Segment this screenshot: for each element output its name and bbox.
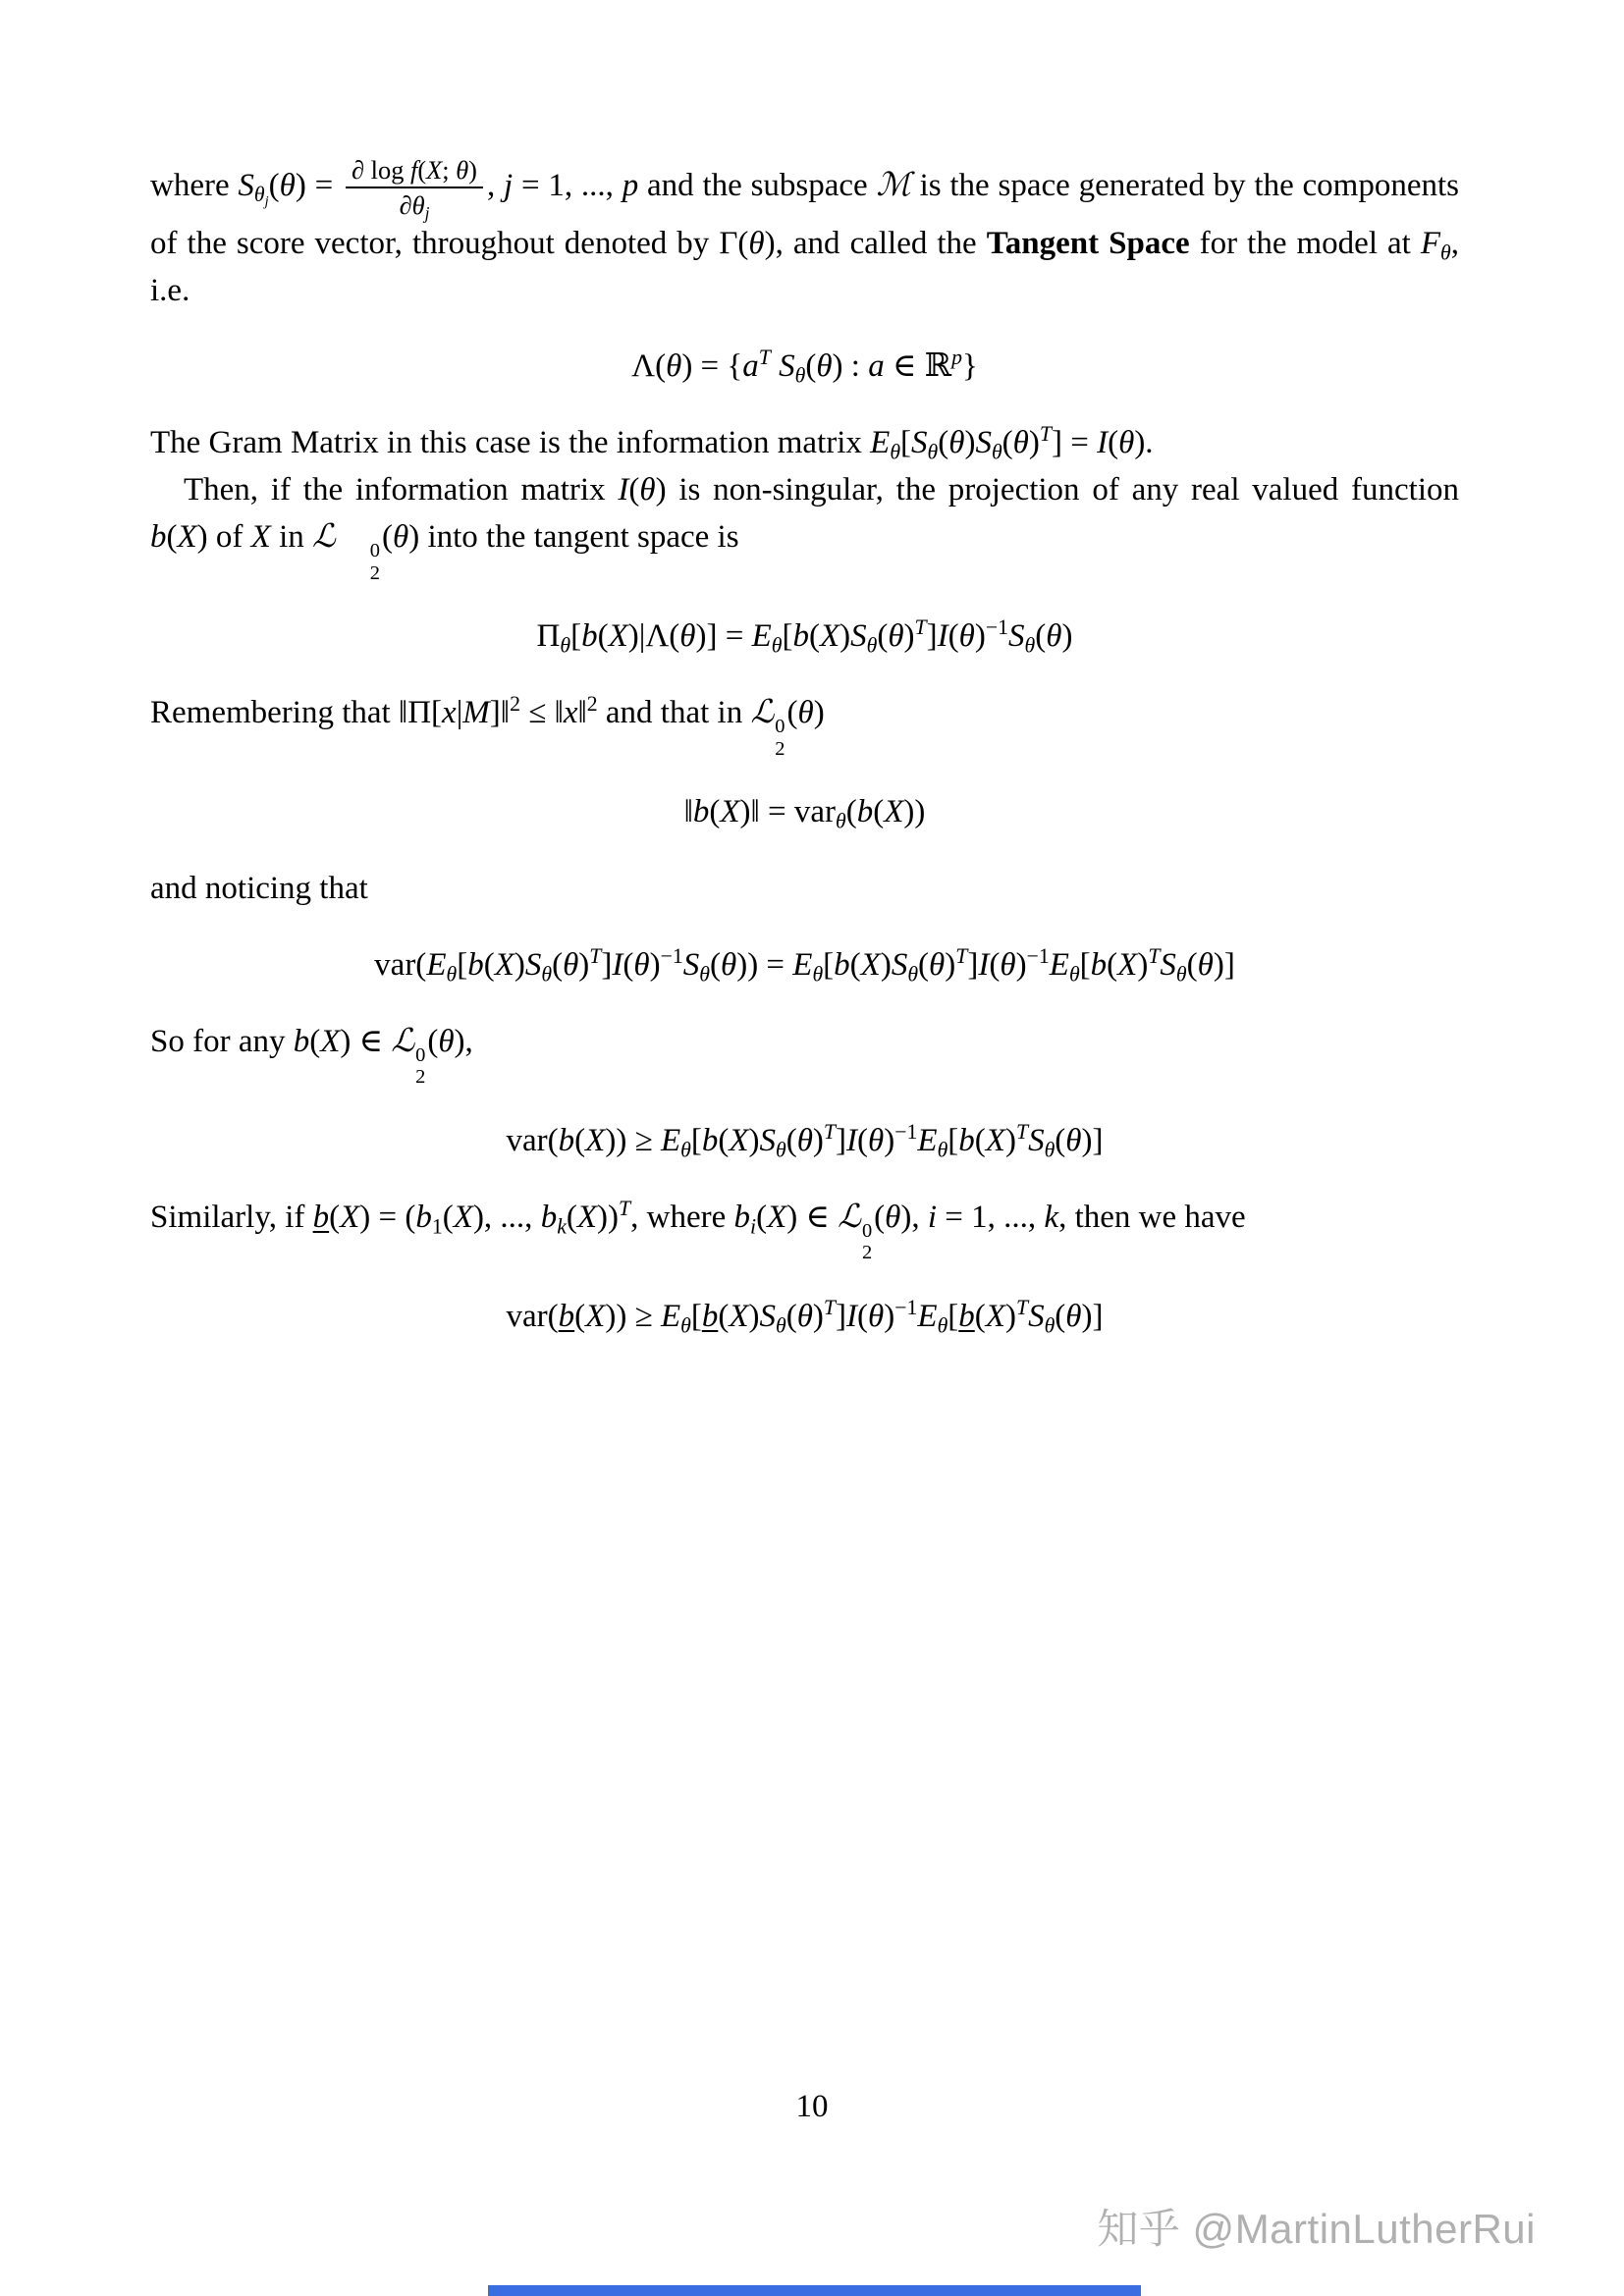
paragraph-so-for-any: So for any b(X) ∈ ℒ 0 2 (θ), bbox=[150, 1023, 473, 1089]
paragraph-remembering: Remembering that ‖Π[x|M]‖$^2$ ≤ ‖x‖$^2$ and that in ℒ 0 2 (θ) bbox=[150, 692, 825, 760]
paragraph-noticing: and noticing that bbox=[150, 871, 368, 906]
paragraph-projection-intro: Then, if the information matrix I(θ) is non-singular, the projection of any real valued function b(X) of X in ℒ 0 2 (θ) into the tangent space is bbox=[150, 472, 1459, 584]
page-number: 10 bbox=[795, 2089, 829, 2124]
equation-projection: $\Pi_\theta[b(X)|\Lambda(\theta)] = E_\theta[b(X)S_\theta(\theta)^T]I(\theta)^{-1}S_\theta(\theta)$ bbox=[536, 615, 1073, 658]
equation-variance-identity: $var(E_\theta[b(X)S_\theta(\theta)^T]I(\theta)^{-1}S_\theta(\theta)) = E_\theta[b(X)S_\theta(\theta)^T]I(\theta)^{-1}E_\theta[b(X)^TS_\theta(\theta)]$ bbox=[374, 943, 1235, 987]
paragraph-similarly-vector: Similarly, if $b(X) = (b_1(X)$, ..., $b_k(X))^T$, where $b_i(X)$ ∈ ℒ 0 2 (θ), i = 1, ..., k, then we have bbox=[150, 1196, 1246, 1264]
page-content bbox=[150, 155, 1459, 1370]
watermark-text: 知乎 @MartinLutherRui bbox=[1097, 2206, 1536, 2252]
equation-variance-bound-vector: $var(b(X)) \ge E_\theta[b(X)S_\theta(\theta)^T]I(\theta)^{-1}E_\theta[b(X)^TS_\theta(\theta)]$ bbox=[506, 1295, 1104, 1338]
equation-tangent-space: $\Lambda(\theta) = \{a^T$ $S_\theta(\theta)$ : a ∈ ℝ$^p$} bbox=[631, 346, 978, 388]
equation-norm-variance: ‖b(X)‖ = var$_\theta$(b(X)) bbox=[683, 794, 926, 833]
equation-variance-bound: $var(b(X)) \ge E_\theta[b(X)S_\theta(\theta)^T]I(\theta)^{-1}E_\theta[b(X)^TS_\theta(\theta)]$ bbox=[506, 1119, 1104, 1162]
paragraph-score-subspace: where $S_{\theta_j}(\theta)$ = $\frac{\text{∂ log f(X; θ)}}{\partial\theta_j}$ , j = 1, ..., p and the subspace ℳ is the space generated by the components of the score vector, throughout denoted by Γ(θ), and called the Tangent Space for the model at $F_\theta$, i.e. bbox=[150, 155, 1459, 308]
bottom-accent-bar bbox=[488, 2285, 1141, 2296]
paragraph-gram-matrix: The Gram Matrix in this case is the information matrix $E_\theta[S_\theta(\theta)S_\theta(\theta)^T] = I(\theta)$. bbox=[150, 422, 1154, 464]
